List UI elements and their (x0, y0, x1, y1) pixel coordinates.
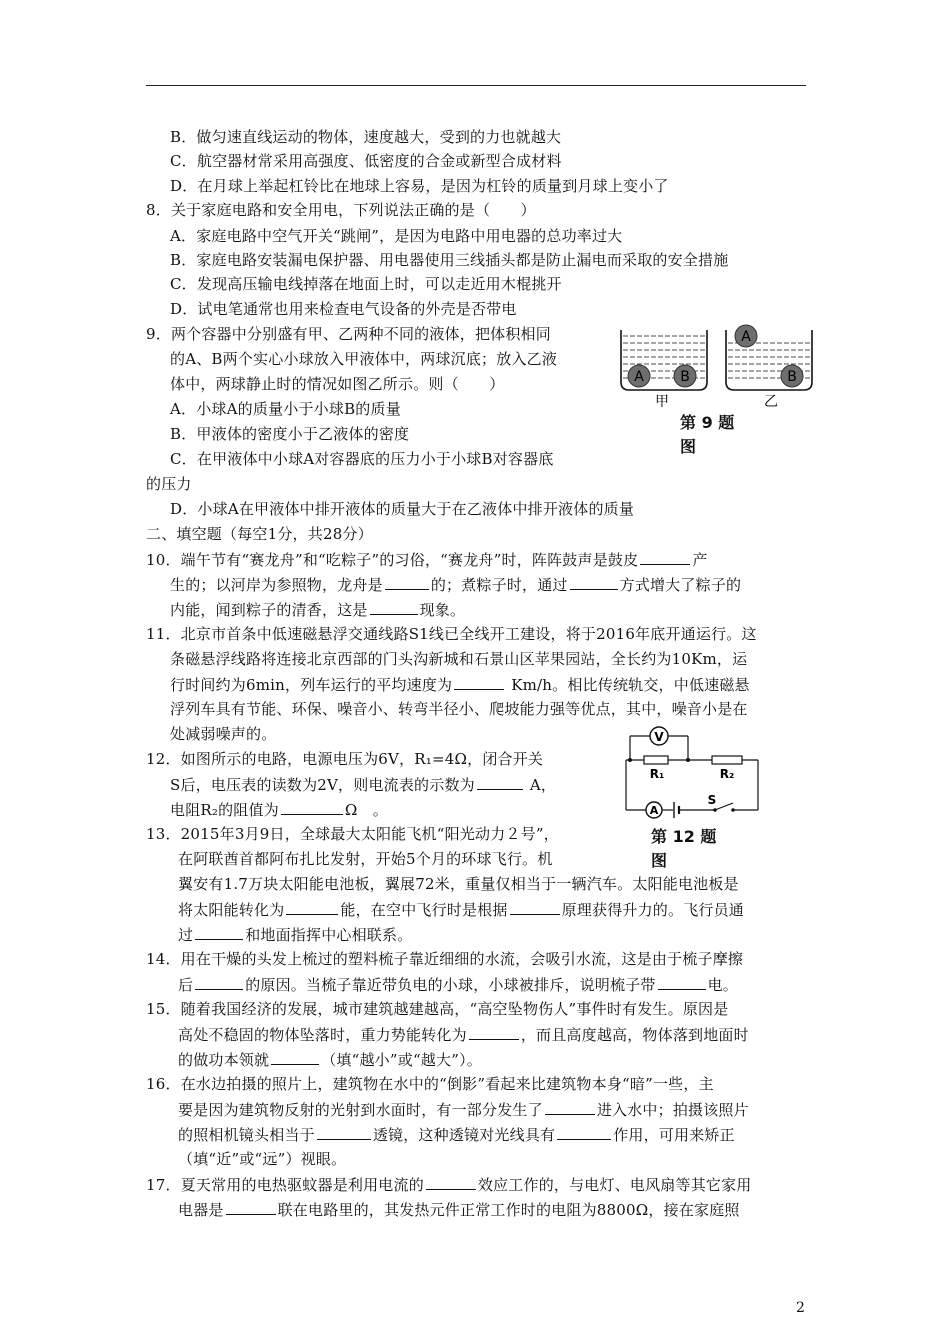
answer-blank[interactable] (195, 925, 243, 940)
q10-text-7: 现象。 (419, 601, 466, 619)
q13-text-4: 过 (178, 926, 194, 944)
q13-line-2: 在阿联酋首都阿布扎比发射，开始5个月的环球飞行。机 (178, 850, 553, 868)
q8-option-b: B．家庭电路安装漏电保护器、用电器使用三线插头都是防止漏电而采取的安全措施 (170, 251, 729, 269)
q13-line-5 (178, 925, 412, 944)
answer-blank[interactable] (658, 975, 706, 990)
ball-a-jia-label: A (634, 369, 644, 385)
q9-option-a: A．小球A的质量小于小球B的质量 (170, 400, 401, 418)
r1-label: R₁ (649, 767, 665, 781)
ball-b-jia-label: B (680, 369, 690, 385)
q10-line-2 (170, 575, 741, 594)
q16-line-4: （填“近”或“远”）视眼。 (178, 1150, 347, 1168)
q7-option-d: D．在月球上举起杠铃比在地球上容易，是因为杠铃的质量到月球上变小了 (170, 177, 669, 195)
q8-option-c: C．发现高压输电线掉落在地面上时，可以走近用木棍挑开 (170, 275, 562, 293)
q9-option-c: C．在甲液体中小球A对容器底的压力小于小球B对容器底 (170, 450, 554, 468)
figure-12-caption-cont: 图 (651, 851, 668, 870)
figure-12-caption: 第 12 题 (651, 827, 717, 846)
figure-9-diagram (618, 322, 818, 412)
q13-text-3: 原理获得升力的。飞行员通 (561, 901, 745, 919)
answer-blank[interactable] (545, 1100, 595, 1115)
label-yi: 乙 (764, 394, 778, 410)
q16-text-5: 作用，可用来矫正 (613, 1126, 735, 1144)
container-yi (726, 325, 812, 390)
q16-text-3: 的照相机镜头相当于 (178, 1126, 315, 1144)
answer-blank[interactable] (640, 550, 690, 565)
figure-9-caption: 第 9 题 (680, 413, 735, 432)
resistor-r2 (712, 756, 742, 764)
q12-text-1: S后，电压表的读数为2V，则电流表的示数为 (170, 776, 475, 794)
q13-text-5: 和地面指挥中心相联系。 (245, 926, 413, 944)
q13-text-1: 将太阳能转化为 (178, 901, 285, 919)
resistor-r1 (644, 756, 668, 764)
q10-text-4: 的；煮粽子时，通过 (430, 576, 568, 594)
q9-option-c-cont: 的压力 (146, 475, 192, 493)
ball-a-yi-label: A (741, 329, 751, 345)
answer-blank[interactable] (570, 575, 618, 590)
label-jia: 甲 (655, 394, 669, 410)
q17-line-2 (178, 1200, 740, 1219)
q13-line-4 (178, 900, 744, 919)
q8-stem: 8．关于家庭电路和安全用电，下列说法正确的是（ ） (146, 201, 536, 219)
junction-dot (686, 758, 690, 762)
header-rule (146, 85, 806, 86)
q9-option-d: D．小球A在甲液体中排开液体的质量大于在乙液体中排开液体的质量 (170, 500, 635, 518)
section-2-heading: 二、填空题（每空1分，共28分） (146, 525, 373, 543)
q15-text-1: 高处不稳固的物体坠落时，重力势能转化为 (178, 1026, 467, 1044)
q17-text-4: 联在电路里的，其发热元件正常工作时的电阻为8800Ω，接在家庭照 (277, 1201, 740, 1219)
q13-line-1: 13．2015年3月9日，全球最大太阳能飞机“阳光动力２号”， (146, 825, 559, 843)
container-jia (621, 330, 707, 390)
q12-text-4: Ω 。 (344, 801, 388, 819)
ammeter-label: A (649, 804, 659, 817)
page-number: 2 (796, 1300, 805, 1316)
q17-text-2: 效应工作的，与电灯、电风扇等其它家用 (477, 1176, 752, 1194)
answer-blank[interactable] (385, 575, 429, 590)
q11-line-3 (170, 675, 750, 694)
q15-line-1: 15．随着我国经济的发展，城市建筑越建越高，“高空坠物伤人”事件时有发生。原因是 (146, 1000, 729, 1018)
q9-option-b: B．甲液体的密度小于乙液体的密度 (170, 425, 410, 443)
q11-text-1: 行时间约为6min，列车运行的平均速度为 (170, 676, 453, 694)
figure-12-circuit (620, 724, 760, 824)
answer-blank[interactable] (286, 900, 338, 915)
q12-line-1: 12．如图所示的电路，电源电压为6V，R₁=4Ω，闭合开关 (146, 750, 544, 768)
q8-option-d: D．试电笔通常也用来检查电气设备的外壳是否带电 (170, 300, 517, 318)
q9-stem-1: 9．两个容器中分别盛有甲、乙两种不同的液体，把体积相同 (146, 325, 551, 343)
q17-text-1: 17．夏天常用的电热驱蚊器是利用电流的 (146, 1176, 424, 1194)
r2-label: R₂ (719, 767, 735, 781)
q9-stem-3: 体中，两球静止时的情况如图乙所示。则（ ） (170, 375, 505, 393)
q10-line-3 (170, 600, 465, 619)
q14-line-1: 14．用在干燥的头发上梳过的塑料梳子靠近细细的水流，会吸引水流，这是由于梳子摩擦 (146, 950, 744, 968)
answer-blank[interactable] (317, 1125, 371, 1140)
figure-9-caption-cont: 图 (680, 437, 697, 456)
q16-text-1: 要是因为建筑物反射的光射到水面时，有一部分发生了 (178, 1101, 543, 1119)
q17-line-1 (146, 1175, 752, 1194)
answer-blank[interactable] (426, 1175, 476, 1190)
q11-line-5: 处减弱噪声的。 (170, 725, 277, 743)
q11-text-2: Km/h。相比传统轨交，中低速磁悬 (506, 676, 750, 694)
q14-text-1: 后 (178, 976, 194, 994)
answer-blank[interactable] (510, 900, 560, 915)
switch-label: S (707, 793, 717, 807)
q10-text-6: 内能，闻到粽子的清香，这是 (170, 601, 368, 619)
switch-contact (731, 808, 735, 812)
q14-text-3: 电。 (707, 976, 739, 994)
answer-blank[interactable] (226, 1200, 276, 1215)
q10-line-1 (146, 550, 708, 569)
q15-text-2: ，而且高度越高，物体落到地面时 (520, 1026, 749, 1044)
q12-text-2: A， (524, 776, 557, 794)
answer-blank[interactable] (281, 800, 343, 815)
q11-line-2: 条磁悬浮线路将连接北京西部的门头沟新城和石景山区苹果园站，全长约为10Km，运 (170, 650, 748, 668)
q10-text-1: 10．端午节有“赛龙舟”和“吃粽子”的习俗，“赛龙舟”时，阵阵鼓声是鼓皮 (146, 551, 639, 569)
q12-line-2 (170, 775, 556, 794)
answer-blank[interactable] (557, 1125, 611, 1140)
q8-option-a: A．家庭电路中空气开关“跳闸”，是因为电路中用电器的总功率过大 (170, 227, 623, 245)
q16-line-2 (178, 1100, 749, 1119)
q16-line-3 (178, 1125, 735, 1144)
q12-text-3: 电阻R₂的阻值为 (170, 801, 279, 819)
q15-text-3: 的做功本领就 (178, 1051, 270, 1069)
q14-text-2: 的原因。当梳子靠近带负电的小球，小球被排斥，说明梳子带 (245, 976, 656, 994)
q17-text-3: 电器是 (178, 1201, 224, 1219)
answer-blank[interactable] (195, 975, 243, 990)
q13-text-2: 能，在空中飞行时是根据 (340, 901, 508, 919)
switch-contact (713, 808, 717, 812)
q11-line-4: 浮列车具有节能、环保、噪音小、转弯半径小、爬坡能力强等优点，其中，噪音小是在 (170, 700, 748, 718)
q15-line-2 (178, 1025, 749, 1044)
junction-dot (628, 758, 632, 762)
q16-line-1: 16．在水边拍摄的照片上，建筑物在水中的“倒影”看起来比建筑物本身“暗”一些，主 (146, 1075, 714, 1093)
q16-text-4: 透镜，这种透镜对光线具有 (372, 1126, 556, 1144)
q15-text-4: （填“越小”或“越大”）。 (321, 1051, 482, 1069)
q7-option-b: B．做匀速直线运动的物体，速度越大，受到的力也就越大 (170, 128, 562, 146)
ball-b-yi-label: B (787, 369, 797, 385)
q13-line-3: 翼安有1.7万块太阳能电池板，翼展72米，重量仅相当于一辆汽车。太阳能电池板是 (178, 875, 739, 893)
answer-blank[interactable] (370, 600, 418, 615)
answer-blank[interactable] (454, 675, 504, 690)
q11-line-1: 11．北京市首条中低速磁悬浮交通线路S1线已全线开工建设，将于2016年底开通运行。这 (146, 625, 757, 643)
q10-text-3: 生的；以河岸为参照物，龙舟是 (170, 576, 383, 594)
q15-line-3 (178, 1050, 482, 1069)
q12-line-3 (170, 800, 388, 819)
answer-blank[interactable] (469, 1025, 519, 1040)
q10-text-5: 方式增大了粽子的 (619, 576, 742, 594)
q14-line-2 (178, 975, 738, 994)
voltmeter-label: V (654, 730, 664, 744)
q9-stem-2: 的A、B两个实心小球放入甲液体中，两球沉底；放入乙液 (170, 350, 558, 368)
answer-blank[interactable] (271, 1050, 319, 1065)
q10-text-2: 产 (692, 551, 708, 569)
q7-option-c: C．航空器材常采用高强度、低密度的合金或新型合成材料 (170, 152, 562, 170)
answer-blank[interactable] (477, 775, 523, 790)
q16-text-2: 进入水中；拍摄该照片 (596, 1101, 749, 1119)
